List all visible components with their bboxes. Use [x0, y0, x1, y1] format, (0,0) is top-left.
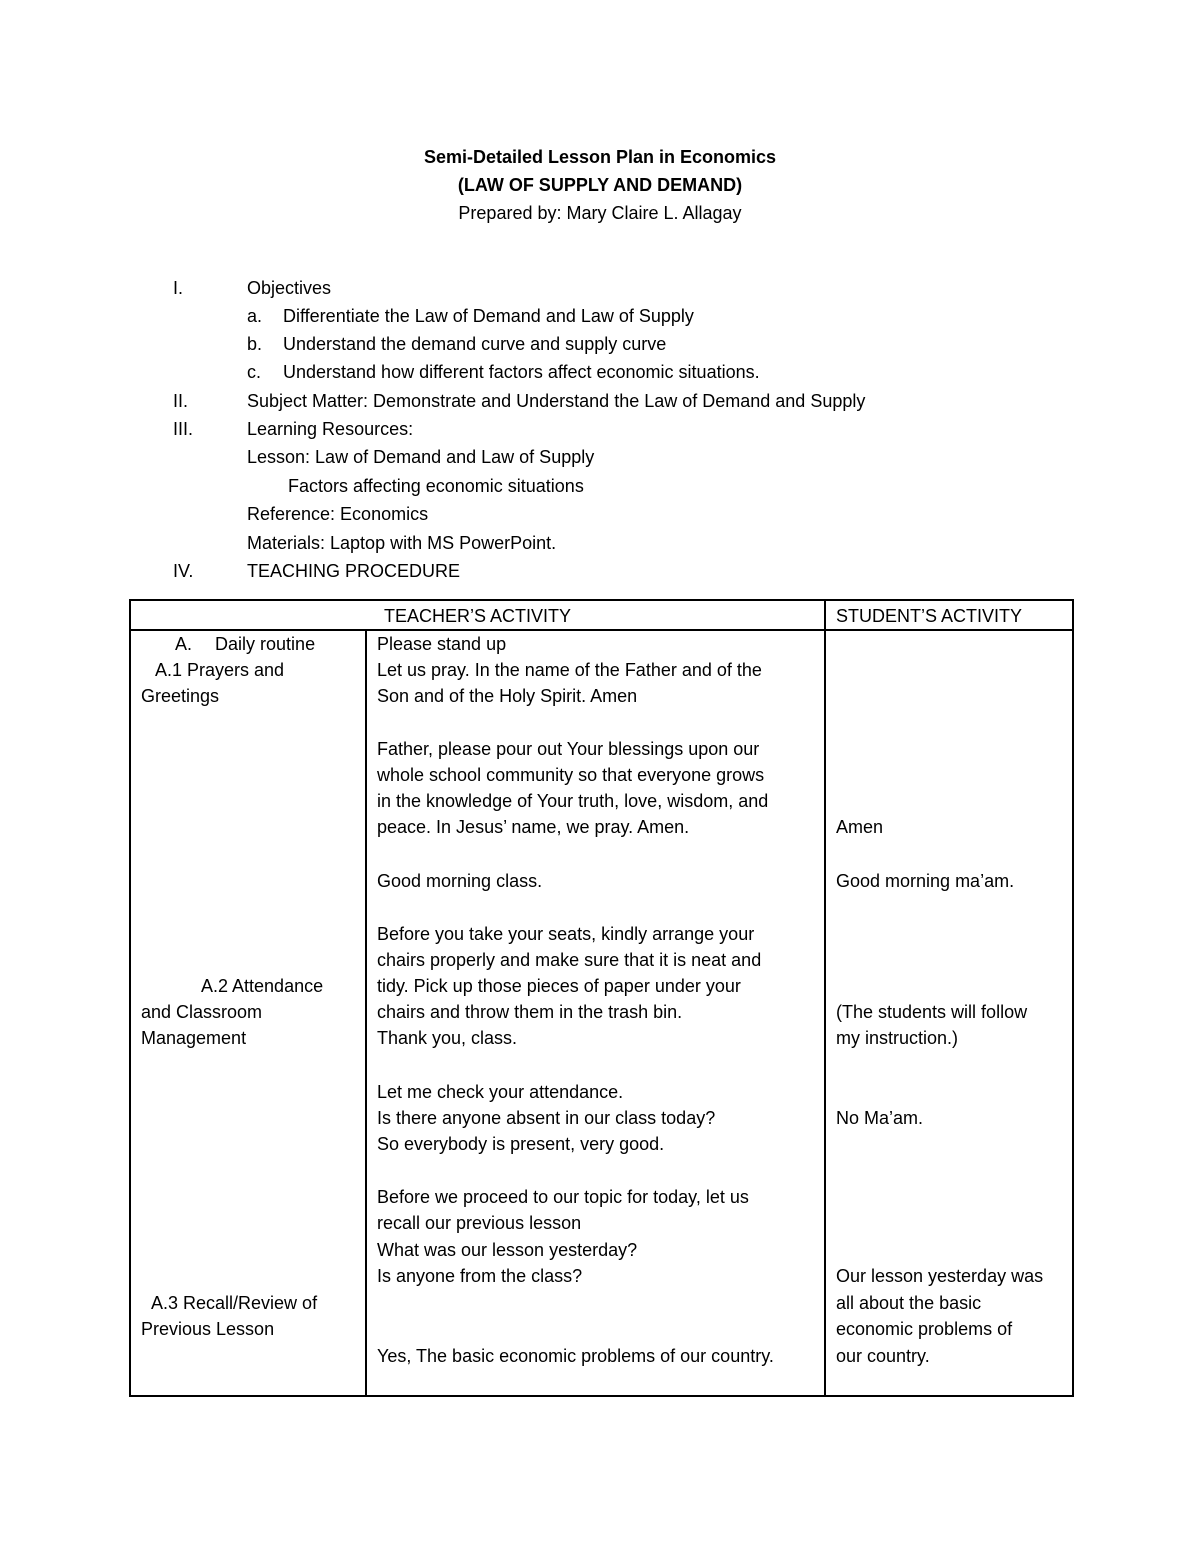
- objectives-heading: Objectives: [247, 278, 332, 298]
- teacher-line: Thank you, class.: [377, 1028, 518, 1048]
- teacher-line: Father, please pour out Your blessings upon our: [377, 739, 760, 759]
- section-a1-line: Greetings: [141, 686, 220, 706]
- teacher-line: in the knowledge of Your truth, love, wisdom, and: [377, 791, 769, 811]
- prepared-by: Prepared by: Mary Claire L. Allagay: [458, 203, 742, 223]
- teacher-line: Before you take your seats, kindly arrange your: [377, 924, 755, 944]
- resource-lesson: Lesson: Law of Demand and Law of Supply: [247, 447, 595, 467]
- table-row: [130, 630, 1073, 1396]
- resource-lesson-sub: Factors affecting economic situations: [288, 476, 584, 496]
- teacher-line: Let me check your attendance.: [377, 1082, 624, 1102]
- objective-letter: a.: [247, 306, 263, 326]
- section-a1-line: A.1 Prayers and: [155, 660, 285, 680]
- teacher-line: Son and of the Holy Spirit. Amen: [377, 686, 638, 706]
- resources-number: III.: [173, 419, 194, 439]
- student-line: my instruction.): [836, 1028, 959, 1048]
- section-a2-line: and Classroom: [141, 1002, 263, 1022]
- section-a3-line: Previous Lesson: [141, 1319, 275, 1339]
- objective-item: Understand the demand curve and supply curve: [283, 334, 667, 354]
- student-line: Amen: [836, 817, 884, 837]
- teacher-line: Let us pray. In the name of the Father and of the: [377, 660, 762, 680]
- resource-materials: Materials: Laptop with MS PowerPoint.: [247, 533, 557, 553]
- section-a2-line: Management: [141, 1028, 247, 1048]
- table-header-row: [130, 600, 1073, 630]
- objectives-number: I.: [173, 278, 184, 298]
- objective-letter: c.: [247, 362, 262, 382]
- teacher-line: recall our previous lesson: [377, 1213, 582, 1233]
- objective-item: Differentiate the Law of Demand and Law of Supply: [283, 306, 694, 326]
- student-line: (The students will follow: [836, 1002, 1028, 1022]
- section-a: [175, 631, 315, 657]
- teacher-line: Please stand up: [377, 634, 507, 654]
- teacher-line: chairs properly and make sure that it is neat and: [377, 950, 762, 970]
- teacher-line: So everybody is present, very good.: [377, 1134, 665, 1154]
- procedure-number: IV.: [173, 561, 194, 581]
- section-a3-line: A.3 Recall/Review of: [151, 1293, 318, 1313]
- resource-reference: Reference: Economics: [247, 504, 429, 524]
- student-line: all about the basic: [836, 1293, 982, 1313]
- document-subtitle: (LAW OF SUPPLY AND DEMAND): [457, 175, 743, 195]
- subject-matter: Subject Matter: Demonstrate and Understand the Law of Demand and Supply: [247, 391, 866, 411]
- student-line: Our lesson yesterday was: [836, 1266, 1044, 1286]
- teacher-line: chairs and throw them in the trash bin.: [377, 1002, 683, 1022]
- student-line: Good morning ma’am.: [836, 871, 1015, 891]
- teacher-line: tidy. Pick up those pieces of paper under your: [377, 976, 741, 996]
- resources-heading: Learning Resources:: [247, 419, 414, 439]
- teacher-line: Is anyone from the class?: [377, 1266, 583, 1286]
- procedure-heading: TEACHING PROCEDURE: [247, 561, 461, 581]
- objective-item: Understand how different factors affect economic situations.: [283, 362, 760, 382]
- teacher-line: Yes, The basic economic problems of our country.: [377, 1346, 774, 1366]
- student-line: economic problems of: [836, 1319, 1013, 1339]
- student-line: No Ma’am.: [836, 1108, 924, 1128]
- section-a2-line: A.2 Attendance: [201, 976, 324, 996]
- teacher-activity-header: TEACHER’S ACTIVITY: [130, 600, 825, 630]
- section-a-number: A.: [175, 634, 193, 654]
- teacher-activity-column: [366, 630, 825, 1396]
- section-a-title: Daily routine: [215, 634, 316, 654]
- teacher-line: Before we proceed to our topic for today, let us: [377, 1187, 749, 1207]
- teacher-line: Is there anyone absent in our class today?: [377, 1108, 716, 1128]
- teacher-line: whole school community so that everyone grows: [377, 765, 765, 785]
- subject-matter-number: II.: [173, 391, 189, 411]
- student-line: our country.: [836, 1346, 930, 1366]
- teacher-line: What was our lesson yesterday?: [377, 1240, 638, 1260]
- teacher-line: peace. In Jesus’ name, we pray. Amen.: [377, 817, 690, 837]
- objective-letter: b.: [247, 334, 263, 354]
- teaching-procedure-table: [129, 599, 1074, 1397]
- document-title: Semi-Detailed Lesson Plan in Economics: [423, 147, 777, 167]
- student-activity-header: STUDENT’S ACTIVITY: [825, 600, 1073, 630]
- section-column: [130, 630, 366, 1396]
- teacher-line: Good morning class.: [377, 871, 543, 891]
- student-activity-column: [825, 630, 1073, 1396]
